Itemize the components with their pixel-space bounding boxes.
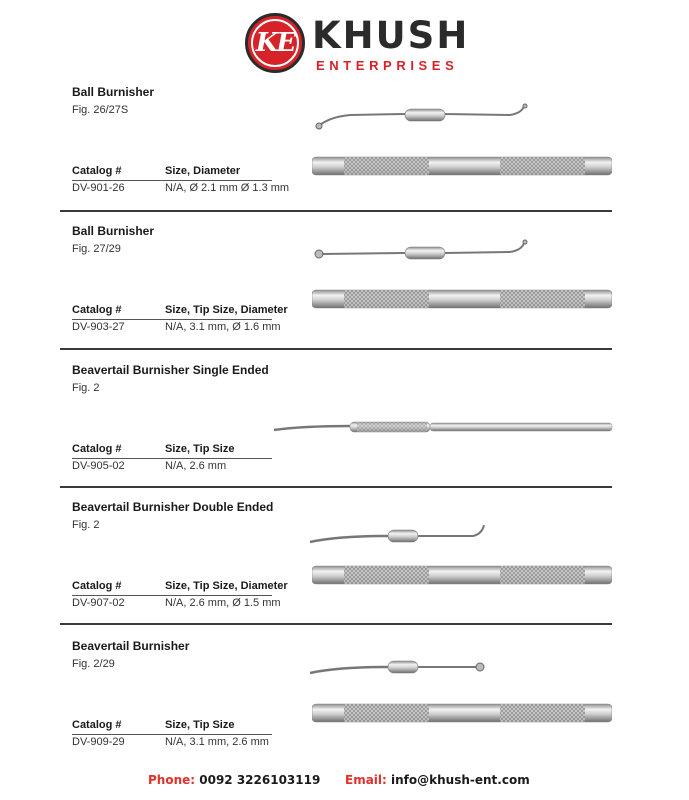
phone-label: Phone:: [148, 773, 196, 787]
size-header: Size, Tip Size, Diameter: [165, 304, 288, 316]
instrument-handle-image: [312, 154, 612, 178]
product-title: Ball Burnisher: [72, 224, 155, 238]
size-header: Size, Tip Size: [165, 719, 235, 731]
product-section: [0, 639, 689, 769]
figure-ref: Fig. 27/29: [72, 243, 121, 255]
size-header: Size, Tip Size, Diameter: [165, 580, 288, 592]
footer-contact: [0, 773, 689, 793]
catalog-header: Catalog #: [72, 580, 122, 592]
size-value: N/A, Ø 2.1 mm Ø 1.3 mm: [165, 182, 290, 194]
product-section: [0, 500, 689, 630]
header-underline: [72, 319, 272, 320]
product-section: [0, 85, 689, 215]
instrument-tips-image: [310, 103, 532, 133]
product-title: Ball Burnisher: [72, 85, 155, 99]
header-underline: [72, 180, 272, 181]
header-underline: [72, 458, 272, 459]
figure-ref: Fig. 2/29: [72, 658, 115, 670]
brand-logo: [245, 13, 305, 73]
product-section: [0, 363, 689, 493]
header-underline: [72, 595, 272, 596]
phone-contact[interactable]: [148, 773, 320, 787]
instrument-tips-image: [308, 657, 490, 679]
header-underline: [72, 734, 272, 735]
instrument-handle-image: [312, 701, 612, 725]
catalog-number: DV-905-02: [72, 460, 125, 472]
email-label: Email:: [345, 773, 387, 787]
product-section: [0, 224, 689, 354]
instrument-tips-image: [310, 238, 532, 266]
catalog-header: Catalog #: [72, 719, 122, 731]
figure-ref: Fig. 26/27S: [72, 104, 129, 116]
size-header: Size, Diameter: [165, 165, 241, 177]
catalog-number: DV-907-02: [72, 597, 125, 609]
catalog-number: DV-903-27: [72, 321, 125, 333]
instrument-tips-image: [308, 522, 488, 546]
brand-subtitle: ENTERPRISES: [316, 58, 459, 73]
section-divider: [60, 210, 612, 212]
figure-ref: Fig. 2: [72, 382, 100, 394]
catalog-header: Catalog #: [72, 443, 122, 455]
header: [0, 0, 689, 80]
size-value: N/A, 2.6 mm, Ø 1.5 mm: [165, 597, 281, 609]
section-divider: [60, 623, 612, 625]
logo-monogram: KE: [255, 28, 295, 58]
catalog-number: DV-901-26: [72, 182, 125, 194]
instrument-handle-image: [312, 563, 612, 587]
size-value: N/A, 3.1 mm, 2.6 mm: [165, 736, 269, 748]
size-value: N/A, 2.6 mm: [165, 460, 227, 472]
section-divider: [60, 348, 612, 350]
instrument-handle-image: [312, 287, 612, 311]
size-header: Size, Tip Size: [165, 443, 235, 455]
catalog-number: DV-909-29: [72, 736, 125, 748]
product-title: Beavertail Burnisher Single Ended: [72, 363, 269, 377]
size-value: N/A, 3.1 mm, Ø 1.6 mm: [165, 321, 281, 333]
catalog-header: Catalog #: [72, 304, 122, 316]
figure-ref: Fig. 2: [72, 519, 100, 531]
product-title: Beavertail Burnisher: [72, 639, 190, 653]
brand-name: KHUSH: [312, 14, 470, 57]
email-address[interactable]: info@khush-ent.com: [391, 773, 530, 787]
product-title: Beavertail Burnisher Double Ended: [72, 500, 274, 514]
section-divider: [60, 486, 612, 488]
catalog-header: Catalog #: [72, 165, 122, 177]
phone-number[interactable]: 0092 3226103119: [199, 773, 321, 787]
instrument-image: [272, 418, 614, 438]
email-contact[interactable]: [345, 773, 530, 787]
